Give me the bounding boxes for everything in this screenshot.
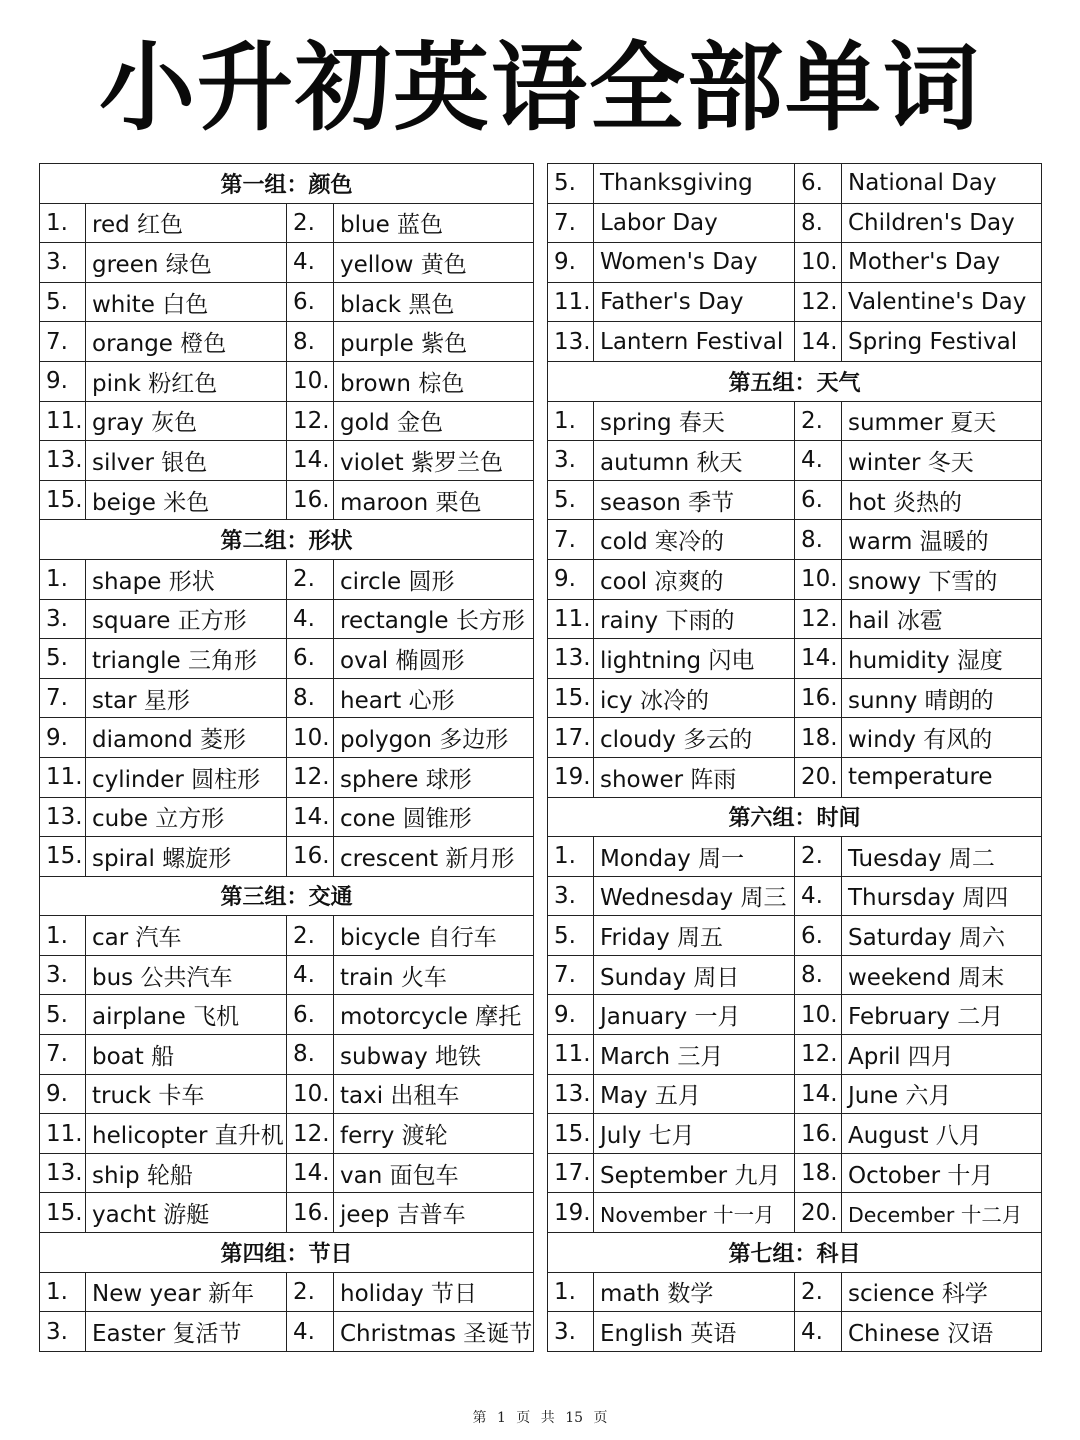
vocab-row bbox=[40, 1153, 534, 1193]
item-number: 1. bbox=[548, 401, 594, 441]
vocab-entry: season 季节 bbox=[594, 480, 795, 520]
vocab-entry: National Day bbox=[842, 164, 1042, 204]
vocab-entry: July 七月 bbox=[594, 1114, 795, 1154]
item-number: 20. bbox=[795, 757, 842, 797]
item-number: 17. bbox=[548, 1153, 594, 1193]
group-header: 第二组：形状 bbox=[40, 520, 534, 560]
vocab-table-left bbox=[39, 163, 534, 1352]
vocab-row bbox=[40, 1312, 534, 1352]
group-header-row bbox=[548, 1233, 1042, 1273]
vocab-row bbox=[40, 599, 534, 639]
vocab-entry: ferry 渡轮 bbox=[334, 1114, 534, 1154]
vocab-entry: Valentine's Day bbox=[842, 282, 1042, 322]
vocab-entry: purple 紫色 bbox=[334, 322, 534, 362]
item-number: 16. bbox=[287, 837, 334, 877]
item-number: 15. bbox=[40, 1193, 86, 1233]
item-number: 1. bbox=[40, 1272, 86, 1312]
item-number: 13. bbox=[548, 322, 594, 362]
vocab-row bbox=[40, 1074, 534, 1114]
vocab-entry: square 正方形 bbox=[86, 599, 287, 639]
vocab-row bbox=[548, 559, 1042, 599]
item-number: 5. bbox=[40, 995, 86, 1035]
vocab-row bbox=[40, 1035, 534, 1075]
item-number: 6. bbox=[287, 639, 334, 679]
vocab-entry: Father's Day bbox=[594, 282, 795, 322]
item-number: 6. bbox=[795, 480, 842, 520]
item-number: 5. bbox=[548, 916, 594, 956]
item-number: 10. bbox=[287, 361, 334, 401]
item-number: 4. bbox=[287, 955, 334, 995]
group-header-row bbox=[40, 164, 534, 204]
item-number: 11. bbox=[548, 282, 594, 322]
vocab-entry: gold 金色 bbox=[334, 401, 534, 441]
item-number: 2. bbox=[287, 1272, 334, 1312]
vocab-row bbox=[40, 1193, 534, 1233]
item-number: 12. bbox=[795, 599, 842, 639]
item-number: 8. bbox=[795, 203, 842, 243]
vocab-row bbox=[40, 837, 534, 877]
vocab-row bbox=[548, 1153, 1042, 1193]
vocab-entry: diamond 菱形 bbox=[86, 718, 287, 758]
vocab-entry: lightning 闪电 bbox=[594, 639, 795, 679]
vocab-row bbox=[548, 995, 1042, 1035]
vocab-entry: blue 蓝色 bbox=[334, 203, 534, 243]
vocab-entry: green 绿色 bbox=[86, 243, 287, 283]
vocab-row bbox=[548, 1272, 1042, 1312]
vocab-row bbox=[40, 441, 534, 481]
vocab-row bbox=[548, 1193, 1042, 1233]
item-number: 8. bbox=[795, 520, 842, 560]
item-number: 13. bbox=[548, 639, 594, 679]
item-number: 8. bbox=[287, 1035, 334, 1075]
item-number: 15. bbox=[548, 1114, 594, 1154]
vocab-entry: Friday 周五 bbox=[594, 916, 795, 956]
vocab-entry: car 汽车 bbox=[86, 916, 287, 956]
item-number: 3. bbox=[40, 599, 86, 639]
item-number: 15. bbox=[548, 678, 594, 718]
item-number: 9. bbox=[548, 559, 594, 599]
item-number: 18. bbox=[795, 718, 842, 758]
item-number: 16. bbox=[287, 1193, 334, 1233]
vocab-row bbox=[548, 401, 1042, 441]
item-number: 9. bbox=[548, 243, 594, 283]
vocab-entry: Women's Day bbox=[594, 243, 795, 283]
vocab-row bbox=[40, 361, 534, 401]
item-number: 12. bbox=[287, 757, 334, 797]
vocab-entry: sphere 球形 bbox=[334, 757, 534, 797]
group-header-row bbox=[40, 1233, 534, 1273]
vocab-entry: orange 橙色 bbox=[86, 322, 287, 362]
vocab-row bbox=[548, 1312, 1042, 1352]
vocab-entry: violet 紫罗兰色 bbox=[334, 441, 534, 481]
vocab-row bbox=[548, 1074, 1042, 1114]
group-header-row bbox=[548, 797, 1042, 837]
vocab-row bbox=[40, 797, 534, 837]
group-header: 第一组：颜色 bbox=[40, 164, 534, 204]
item-number: 13. bbox=[40, 797, 86, 837]
vocab-entry: shape 形状 bbox=[86, 559, 287, 599]
vocab-entry: rainy 下雨的 bbox=[594, 599, 795, 639]
vocab-entry: star 星形 bbox=[86, 678, 287, 718]
vocab-entry: Lantern Festival bbox=[594, 322, 795, 362]
item-number: 9. bbox=[548, 995, 594, 1035]
item-number: 16. bbox=[795, 678, 842, 718]
item-number: 2. bbox=[795, 401, 842, 441]
page-title: 小升初英语全部单词 bbox=[99, 32, 981, 144]
vocab-entry: brown 棕色 bbox=[334, 361, 534, 401]
vocab-entry: January 一月 bbox=[594, 995, 795, 1035]
vocab-entry: yellow 黄色 bbox=[334, 243, 534, 283]
item-number: 16. bbox=[287, 480, 334, 520]
item-number: 5. bbox=[40, 639, 86, 679]
group-header: 第四组：节日 bbox=[40, 1233, 534, 1273]
vocab-entry: Chinese 汉语 bbox=[842, 1312, 1042, 1352]
vocab-row bbox=[548, 837, 1042, 877]
item-number: 1. bbox=[548, 837, 594, 877]
vocab-entry: maroon 栗色 bbox=[334, 480, 534, 520]
group-header-row bbox=[548, 361, 1042, 401]
vocab-entry: Thursday 周四 bbox=[842, 876, 1042, 916]
vocab-entry: pink 粉红色 bbox=[86, 361, 287, 401]
vocab-entry: March 三月 bbox=[594, 1035, 795, 1075]
vocab-row bbox=[40, 243, 534, 283]
vocab-row bbox=[548, 1114, 1042, 1154]
vocab-entry: white 白色 bbox=[86, 282, 287, 322]
vocab-entry: icy 冰冷的 bbox=[594, 678, 795, 718]
vocab-row bbox=[40, 955, 534, 995]
item-number: 14. bbox=[795, 639, 842, 679]
vocab-row bbox=[40, 559, 534, 599]
vocab-entry: shower 阵雨 bbox=[594, 757, 795, 797]
vocab-row bbox=[548, 916, 1042, 956]
item-number: 10. bbox=[287, 718, 334, 758]
vocab-entry: English 英语 bbox=[594, 1312, 795, 1352]
item-number: 5. bbox=[40, 282, 86, 322]
vocab-row bbox=[548, 639, 1042, 679]
vocab-row bbox=[548, 718, 1042, 758]
vocab-row bbox=[548, 203, 1042, 243]
vocab-entry: May 五月 bbox=[594, 1074, 795, 1114]
item-number: 2. bbox=[795, 837, 842, 877]
vocab-entry: autumn 秋天 bbox=[594, 441, 795, 481]
item-number: 19. bbox=[548, 1193, 594, 1233]
item-number: 17. bbox=[548, 718, 594, 758]
vocab-row bbox=[40, 282, 534, 322]
vocab-entry: helicopter 直升机 bbox=[86, 1114, 287, 1154]
item-number: 6. bbox=[287, 995, 334, 1035]
item-number: 2. bbox=[795, 1272, 842, 1312]
vocab-row bbox=[40, 1272, 534, 1312]
vocab-row bbox=[40, 639, 534, 679]
item-number: 4. bbox=[287, 1312, 334, 1352]
vocab-entry: gray 灰色 bbox=[86, 401, 287, 441]
vocab-entry: Sunday 周日 bbox=[594, 955, 795, 995]
item-number: 13. bbox=[40, 1153, 86, 1193]
vocab-entry: Saturday 周六 bbox=[842, 916, 1042, 956]
item-number: 4. bbox=[795, 876, 842, 916]
item-number: 9. bbox=[40, 718, 86, 758]
item-number: 7. bbox=[548, 955, 594, 995]
vocab-entry: October 十月 bbox=[842, 1153, 1042, 1193]
item-number: 11. bbox=[40, 757, 86, 797]
item-number: 3. bbox=[40, 1312, 86, 1352]
vocab-row bbox=[40, 995, 534, 1035]
vocab-row bbox=[40, 757, 534, 797]
vocab-entry: June 六月 bbox=[842, 1074, 1042, 1114]
vocab-entry: truck 卡车 bbox=[86, 1074, 287, 1114]
vocab-entry: temperature bbox=[842, 757, 1042, 797]
item-number: 8. bbox=[287, 678, 334, 718]
item-number: 2. bbox=[287, 916, 334, 956]
vocab-entry: September 九月 bbox=[594, 1153, 795, 1193]
item-number: 1. bbox=[548, 1272, 594, 1312]
vocab-row bbox=[548, 678, 1042, 718]
item-number: 7. bbox=[40, 1035, 86, 1075]
vocab-entry: warm 温暖的 bbox=[842, 520, 1042, 560]
vocab-entry: holiday 节日 bbox=[334, 1272, 534, 1312]
vocab-entry: circle 圆形 bbox=[334, 559, 534, 599]
item-number: 11. bbox=[548, 1035, 594, 1075]
item-number: 18. bbox=[795, 1153, 842, 1193]
vocab-row bbox=[40, 401, 534, 441]
item-number: 3. bbox=[40, 955, 86, 995]
vocab-row bbox=[40, 678, 534, 718]
vocab-entry: cube 立方形 bbox=[86, 797, 287, 837]
vocab-entry: November 十一月 bbox=[594, 1193, 795, 1233]
vocab-row bbox=[40, 480, 534, 520]
vocab-row bbox=[40, 203, 534, 243]
item-number: 1. bbox=[40, 916, 86, 956]
item-number: 11. bbox=[40, 401, 86, 441]
item-number: 10. bbox=[795, 995, 842, 1035]
vocab-entry: Thanksgiving bbox=[594, 164, 795, 204]
item-number: 12. bbox=[287, 1114, 334, 1154]
item-number: 3. bbox=[40, 243, 86, 283]
vocab-entry: Spring Festival bbox=[842, 322, 1042, 362]
item-number: 19. bbox=[548, 757, 594, 797]
page-footer: 第 1 页 共 15 页 bbox=[472, 1410, 608, 1426]
item-number: 5. bbox=[548, 480, 594, 520]
item-number: 4. bbox=[795, 441, 842, 481]
vocab-row bbox=[548, 757, 1042, 797]
vocab-row bbox=[548, 441, 1042, 481]
vocab-entry: hail 冰雹 bbox=[842, 599, 1042, 639]
vocab-entry: polygon 多边形 bbox=[334, 718, 534, 758]
vocab-entry: train 火车 bbox=[334, 955, 534, 995]
vocab-table-right bbox=[547, 163, 1042, 1352]
vocab-entry: summer 夏天 bbox=[842, 401, 1042, 441]
item-number: 13. bbox=[40, 441, 86, 481]
item-number: 3. bbox=[548, 441, 594, 481]
vocab-entry: red 红色 bbox=[86, 203, 287, 243]
item-number: 14. bbox=[795, 1074, 842, 1114]
vocab-row bbox=[548, 876, 1042, 916]
vocab-entry: cold 寒冷的 bbox=[594, 520, 795, 560]
vocab-entry: cone 圆锥形 bbox=[334, 797, 534, 837]
item-number: 6. bbox=[795, 916, 842, 956]
vocab-entry: ship 轮船 bbox=[86, 1153, 287, 1193]
vocab-entry: Wednesday 周三 bbox=[594, 876, 795, 916]
item-number: 14. bbox=[287, 1153, 334, 1193]
item-number: 1. bbox=[40, 203, 86, 243]
item-number: 12. bbox=[795, 282, 842, 322]
item-number: 1. bbox=[40, 559, 86, 599]
vocab-row bbox=[548, 955, 1042, 995]
group-header: 第五组：天气 bbox=[548, 361, 1042, 401]
item-number: 14. bbox=[795, 322, 842, 362]
vocab-row bbox=[548, 164, 1042, 204]
item-number: 8. bbox=[795, 955, 842, 995]
item-number: 3. bbox=[548, 876, 594, 916]
vocab-entry: bus 公共汽车 bbox=[86, 955, 287, 995]
item-number: 7. bbox=[40, 322, 86, 362]
item-number: 7. bbox=[40, 678, 86, 718]
item-number: 10. bbox=[795, 243, 842, 283]
vocab-entry: humidity 湿度 bbox=[842, 639, 1042, 679]
vocab-entry: yacht 游艇 bbox=[86, 1193, 287, 1233]
vocab-entry: black 黑色 bbox=[334, 282, 534, 322]
group-header: 第六组：时间 bbox=[548, 797, 1042, 837]
item-number: 16. bbox=[795, 1114, 842, 1154]
item-number: 4. bbox=[287, 243, 334, 283]
item-number: 14. bbox=[287, 797, 334, 837]
item-number: 10. bbox=[795, 559, 842, 599]
vocab-entry: van 面包车 bbox=[334, 1153, 534, 1193]
vocab-entry: heart 心形 bbox=[334, 678, 534, 718]
item-number: 13. bbox=[548, 1074, 594, 1114]
vocab-entry: cylinder 圆柱形 bbox=[86, 757, 287, 797]
vocab-entry: sunny 晴朗的 bbox=[842, 678, 1042, 718]
group-header: 第七组：科目 bbox=[548, 1233, 1042, 1273]
item-number: 4. bbox=[795, 1312, 842, 1352]
vocab-entry: cloudy 多云的 bbox=[594, 718, 795, 758]
item-number: 3. bbox=[548, 1312, 594, 1352]
vocab-entry: Mother's Day bbox=[842, 243, 1042, 283]
vocab-row bbox=[548, 243, 1042, 283]
vocab-entry: Monday 周一 bbox=[594, 837, 795, 877]
item-number: 11. bbox=[40, 1114, 86, 1154]
vocab-entry: crescent 新月形 bbox=[334, 837, 534, 877]
item-number: 8. bbox=[287, 322, 334, 362]
vocab-entry: cool 凉爽的 bbox=[594, 559, 795, 599]
item-number: 9. bbox=[40, 361, 86, 401]
vocab-entry: bicycle 自行车 bbox=[334, 916, 534, 956]
item-number: 2. bbox=[287, 559, 334, 599]
vocab-row bbox=[40, 718, 534, 758]
item-number: 12. bbox=[795, 1035, 842, 1075]
item-number: 14. bbox=[287, 441, 334, 481]
group-header-row bbox=[40, 520, 534, 560]
item-number: 7. bbox=[548, 520, 594, 560]
item-number: 15. bbox=[40, 480, 86, 520]
vocab-entry: Labor Day bbox=[594, 203, 795, 243]
vocab-entry: spring 春天 bbox=[594, 401, 795, 441]
vocab-entry: boat 船 bbox=[86, 1035, 287, 1075]
vocab-row bbox=[40, 916, 534, 956]
vocab-entry: rectangle 长方形 bbox=[334, 599, 534, 639]
vocab-entry: February 二月 bbox=[842, 995, 1042, 1035]
vocab-entry: triangle 三角形 bbox=[86, 639, 287, 679]
vocab-entry: weekend 周末 bbox=[842, 955, 1042, 995]
item-number: 7. bbox=[548, 203, 594, 243]
vocab-entry: hot 炎热的 bbox=[842, 480, 1042, 520]
vocab-entry: December 十二月 bbox=[842, 1193, 1042, 1233]
vocab-entry: silver 银色 bbox=[86, 441, 287, 481]
vocab-entry: jeep 吉普车 bbox=[334, 1193, 534, 1233]
item-number: 2. bbox=[287, 203, 334, 243]
vocab-entry: snowy 下雪的 bbox=[842, 559, 1042, 599]
vocab-row bbox=[548, 282, 1042, 322]
item-number: 5. bbox=[548, 164, 594, 204]
vocab-entry: Children's Day bbox=[842, 203, 1042, 243]
vocab-entry: August 八月 bbox=[842, 1114, 1042, 1154]
vocab-entry: science 科学 bbox=[842, 1272, 1042, 1312]
vocab-entry: New year 新年 bbox=[86, 1272, 287, 1312]
vocab-entry: taxi 出租车 bbox=[334, 1074, 534, 1114]
vocab-row bbox=[548, 322, 1042, 362]
vocab-entry: subway 地铁 bbox=[334, 1035, 534, 1075]
vocab-entry: Easter 复活节 bbox=[86, 1312, 287, 1352]
item-number: 10. bbox=[287, 1074, 334, 1114]
item-number: 11. bbox=[548, 599, 594, 639]
vocab-row bbox=[548, 1035, 1042, 1075]
item-number: 12. bbox=[287, 401, 334, 441]
vocab-entry: math 数学 bbox=[594, 1272, 795, 1312]
vocab-entry: airplane 飞机 bbox=[86, 995, 287, 1035]
group-header: 第三组：交通 bbox=[40, 876, 534, 916]
vocab-entry: windy 有风的 bbox=[842, 718, 1042, 758]
item-number: 9. bbox=[40, 1074, 86, 1114]
vocab-row bbox=[40, 322, 534, 362]
vocab-row bbox=[548, 520, 1042, 560]
vocab-entry: oval 椭圆形 bbox=[334, 639, 534, 679]
vocab-entry: Christmas 圣诞节 bbox=[334, 1312, 534, 1352]
vocab-row bbox=[548, 480, 1042, 520]
item-number: 15. bbox=[40, 837, 86, 877]
vocab-entry: motorcycle 摩托 bbox=[334, 995, 534, 1035]
vocab-row bbox=[40, 1114, 534, 1154]
item-number: 6. bbox=[287, 282, 334, 322]
vocab-entry: winter 冬天 bbox=[842, 441, 1042, 481]
vocab-entry: April 四月 bbox=[842, 1035, 1042, 1075]
item-number: 20. bbox=[795, 1193, 842, 1233]
vocab-row bbox=[548, 599, 1042, 639]
vocab-entry: Tuesday 周二 bbox=[842, 837, 1042, 877]
group-header-row bbox=[40, 876, 534, 916]
item-number: 4. bbox=[287, 599, 334, 639]
item-number: 6. bbox=[795, 164, 842, 204]
vocab-entry: spiral 螺旋形 bbox=[86, 837, 287, 877]
vocab-entry: beige 米色 bbox=[86, 480, 287, 520]
